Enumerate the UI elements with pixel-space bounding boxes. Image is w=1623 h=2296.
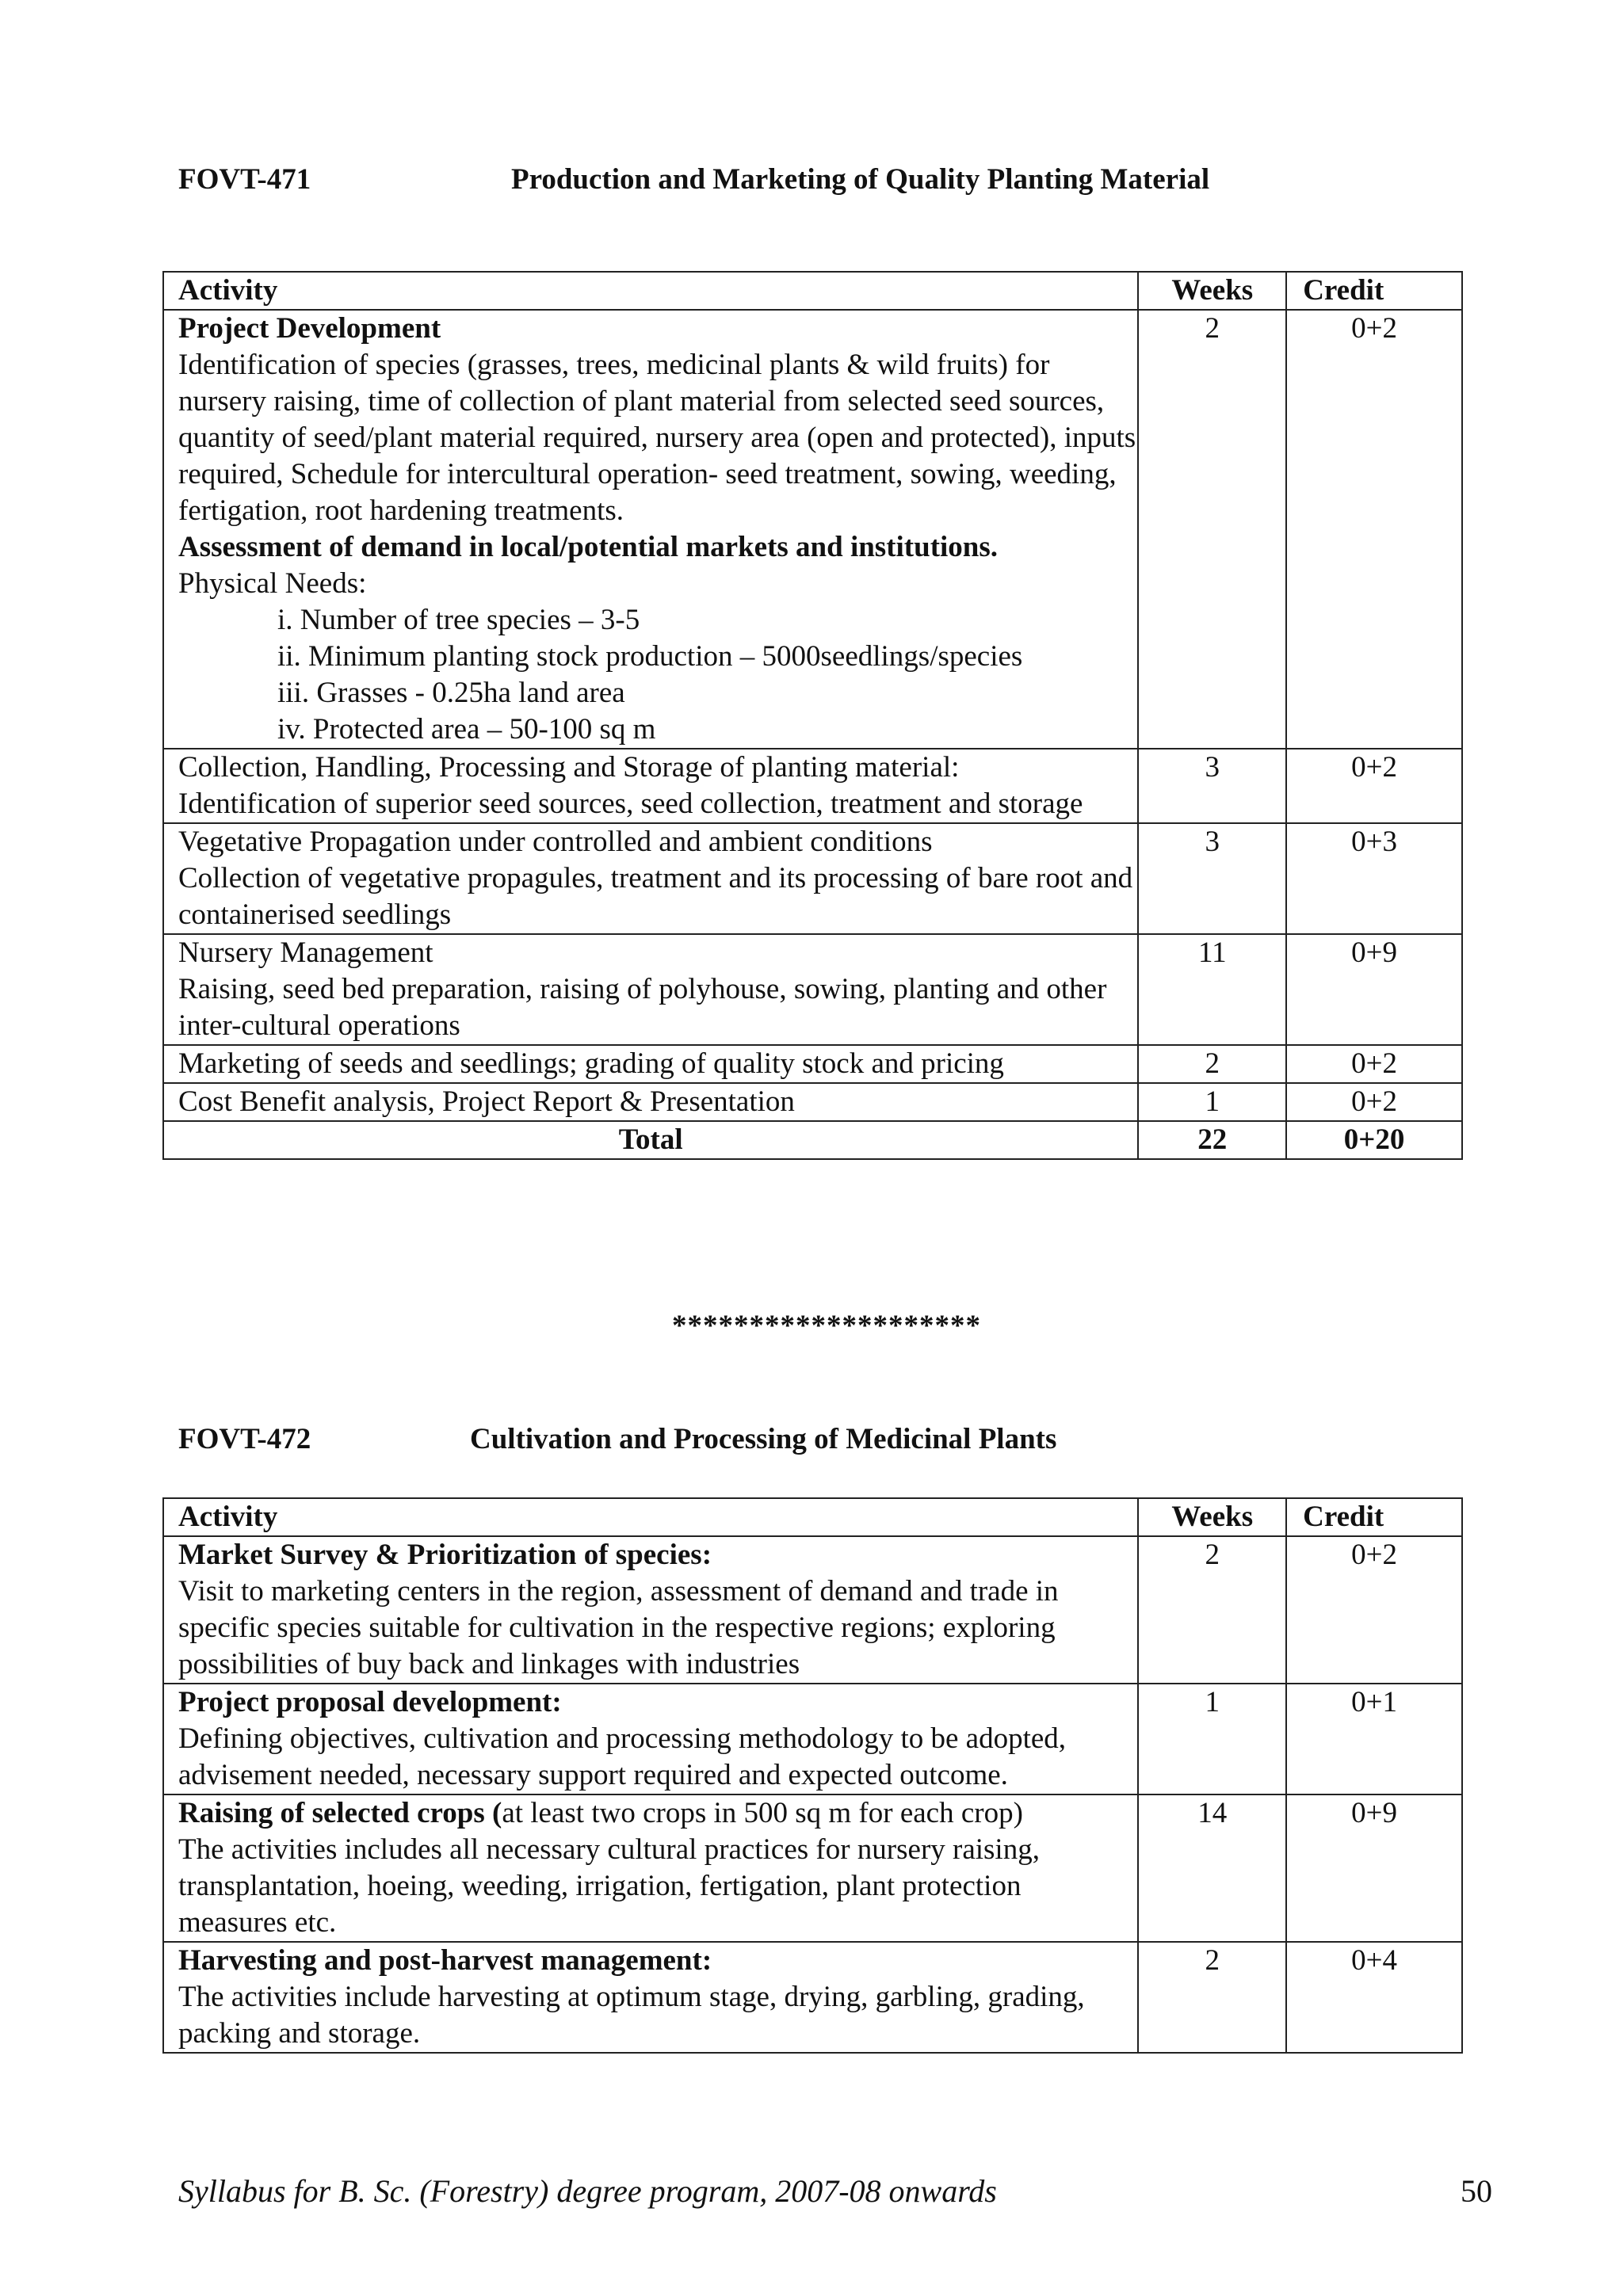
row-text: Defining objectives, cultivation and processing methodology to be adopted, advisement needed, necessary support required and expected outcome. xyxy=(178,1722,1067,1791)
credit-cell: 0+2 xyxy=(1286,1083,1462,1121)
activity-cell: Marketing of seeds and seedlings; grading of quality stock and pricing xyxy=(163,1045,1138,1083)
row-heading-line xyxy=(178,1795,1137,1832)
total-row xyxy=(163,1121,1462,1159)
credit-cell: 0+9 xyxy=(1286,934,1462,1045)
row-text: The activities includes all necessary cultural practices for nursery raising, transplantation, hoeing, weeding, irrigation, fertigation, plant protection measures etc. xyxy=(178,1833,1040,1939)
credit-cell: 0+4 xyxy=(1286,1942,1462,2053)
total-label: Total xyxy=(163,1121,1138,1159)
header-weeks: Weeks xyxy=(1138,272,1286,310)
activity-cell xyxy=(163,1684,1138,1794)
table-row xyxy=(163,1045,1462,1083)
table-row xyxy=(163,1794,1462,1942)
row-text: The activities include harvesting at optimum stage, drying, garbling, grading, packing and storage. xyxy=(178,1981,1085,2050)
table-row xyxy=(163,310,1462,749)
table-row xyxy=(163,934,1462,1045)
row-heading: Harvesting and post-harvest management: xyxy=(178,1944,712,1977)
table-row xyxy=(163,1083,1462,1121)
weeks-cell: 11 xyxy=(1138,934,1286,1045)
header-credit: Credit xyxy=(1286,1498,1462,1536)
header-activity: Activity xyxy=(163,272,1138,310)
table-header-row xyxy=(163,272,1462,310)
course-title: Cultivation and Processing of Medicinal Plants xyxy=(470,1423,1057,1455)
row-title: Nursery Management xyxy=(178,936,433,969)
row-heading: Raising of selected crops ( xyxy=(178,1797,502,1829)
weeks-cell: 1 xyxy=(1138,1083,1286,1121)
weeks-cell: 14 xyxy=(1138,1794,1286,1942)
table-row xyxy=(163,1536,1462,1684)
row-text: Identification of superior seed sources, seed collection, treatment and storage xyxy=(178,788,1083,820)
credit-cell: 0+2 xyxy=(1286,1536,1462,1684)
row-title: Vegetative Propagation under controlled and ambient conditions xyxy=(178,826,933,858)
row-text: Visit to marketing centers in the region, assessment of demand and trade in specific species suitable for cultivation in the respective regions; exploring possibilities of buy back and linkages with industries xyxy=(178,1575,1059,1680)
row-text: Collection of vegetative propagules, treatment and its processing of bare root and containerised seedlings xyxy=(178,862,1133,931)
course-table-fovt-471 xyxy=(162,271,1463,1160)
section-separator: ******************** xyxy=(672,1310,981,1342)
weeks-cell: 2 xyxy=(1138,1942,1286,2053)
row-heading: Market Survey & Prioritization of species: xyxy=(178,1539,712,1571)
course-title: Production and Marketing of Quality Planting Material xyxy=(511,163,1210,196)
header-credit: Credit xyxy=(1286,272,1462,310)
activity-cell: Cost Benefit analysis, Project Report & Presentation xyxy=(163,1083,1138,1121)
activity-cell xyxy=(163,1794,1138,1942)
total-weeks: 22 xyxy=(1138,1121,1286,1159)
row-heading: Project Development xyxy=(178,312,441,345)
credit-cell: 0+2 xyxy=(1286,1045,1462,1083)
activity-cell xyxy=(163,1942,1138,2053)
table-row xyxy=(163,749,1462,823)
table-row xyxy=(163,1942,1462,2053)
need-item: iv. Protected area – 50-100 sq m xyxy=(277,713,656,746)
activity-cell xyxy=(163,823,1138,934)
table-header-row xyxy=(163,1498,1462,1536)
weeks-cell: 3 xyxy=(1138,749,1286,823)
header-weeks: Weeks xyxy=(1138,1498,1286,1536)
need-item: ii. Minimum planting stock production – 5000seedlings/species xyxy=(277,640,1023,673)
weeks-cell: 2 xyxy=(1138,310,1286,749)
weeks-cell: 1 xyxy=(1138,1684,1286,1794)
row-heading: Project proposal development: xyxy=(178,1686,562,1718)
needs-label: Physical Needs: xyxy=(178,567,367,600)
weeks-cell: 3 xyxy=(1138,823,1286,934)
activity-cell xyxy=(163,1536,1138,1684)
table-row xyxy=(163,1684,1462,1794)
table-row xyxy=(163,823,1462,934)
need-item: i. Number of tree species – 3-5 xyxy=(277,604,640,636)
credit-cell: 0+3 xyxy=(1286,823,1462,934)
total-credit: 0+20 xyxy=(1286,1121,1462,1159)
credit-cell: 0+1 xyxy=(1286,1684,1462,1794)
activity-cell xyxy=(163,310,1138,749)
course-code: FOVT-471 xyxy=(178,163,311,196)
credit-cell: 0+2 xyxy=(1286,749,1462,823)
row-subheading: Assessment of demand in local/potential markets and institutions. xyxy=(178,531,999,563)
header-activity: Activity xyxy=(163,1498,1138,1536)
credit-cell: 0+9 xyxy=(1286,1794,1462,1942)
row-text: Raising, seed bed preparation, raising of polyhouse, sowing, planting and other inter-cultural operations xyxy=(178,973,1107,1042)
row-heading-rest: at least two crops in 500 sq m for each crop) xyxy=(502,1797,1023,1829)
weeks-cell: 2 xyxy=(1138,1536,1286,1684)
credit-cell: 0+2 xyxy=(1286,310,1462,749)
activity-cell xyxy=(163,749,1138,823)
row-title: Collection, Handling, Processing and Storage of planting material: xyxy=(178,751,960,784)
course-code: FOVT-472 xyxy=(178,1423,311,1455)
row-text: Identification of species (grasses, trees, medicinal plants & wild fruits) for nursery raising, time of collection of plant material from selected seed sources, quantity of seed/plant material required, nursery area (open and protected), inputs required, Schedule for intercultural operation- seed treatment, sowing, weeding, fertigation, root hardening treatments. xyxy=(178,349,1136,527)
page-number: 50 xyxy=(1461,2173,1492,2209)
need-item: iii. Grasses - 0.25ha land area xyxy=(277,677,625,709)
page-footer: Syllabus for B. Sc. (Forestry) degree program, 2007-08 onwards xyxy=(178,2173,997,2209)
weeks-cell: 2 xyxy=(1138,1045,1286,1083)
activity-cell xyxy=(163,934,1138,1045)
course-table-fovt-472 xyxy=(162,1497,1463,2054)
